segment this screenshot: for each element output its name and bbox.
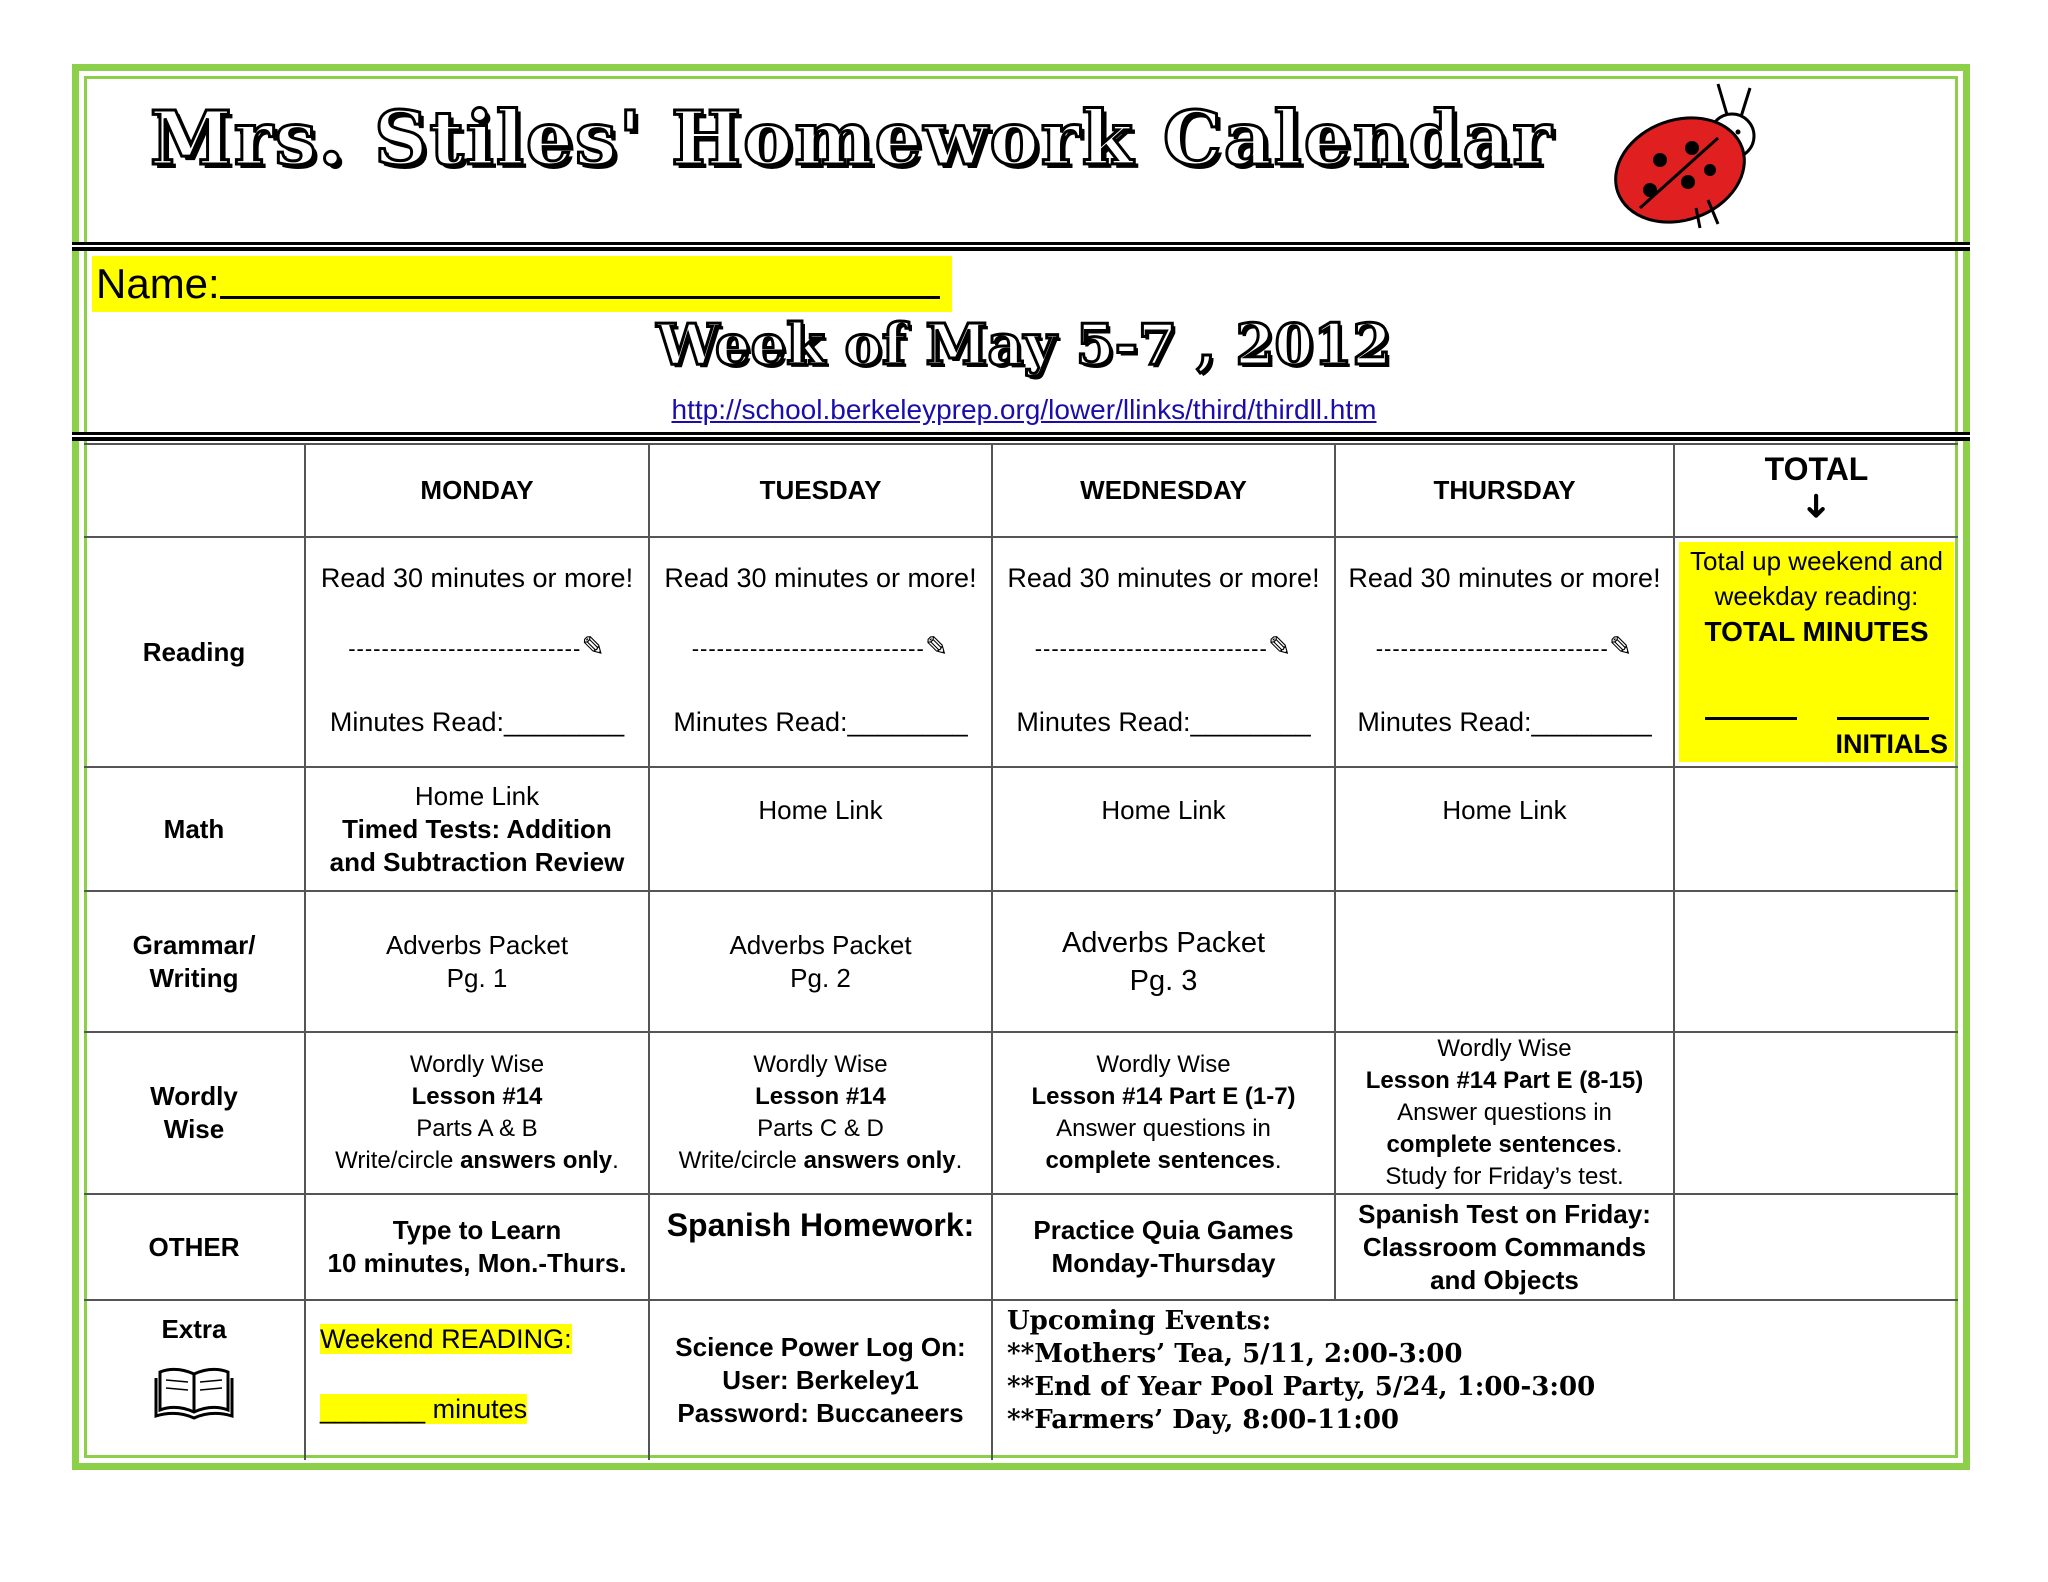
math-text: Timed Tests: Addition xyxy=(342,813,612,844)
grammar-text: Adverbs Packet xyxy=(729,929,912,960)
signature-line[interactable] xyxy=(650,630,991,665)
subject-extra xyxy=(84,1300,305,1460)
total-minutes-label: TOTAL MINUTES xyxy=(1704,616,1929,647)
wordly-text: Parts A & B xyxy=(416,1115,538,1142)
other-thursday xyxy=(1335,1194,1674,1300)
minutes-read-field[interactable]: Minutes Read:________ xyxy=(329,707,625,737)
total-header xyxy=(1674,444,1958,537)
subject-other: OTHER xyxy=(84,1194,305,1300)
subject-grammar xyxy=(84,891,305,1032)
arrow-down-icon: ➜ xyxy=(1797,491,1836,521)
extra-monday xyxy=(305,1300,649,1460)
wordly-total xyxy=(1674,1032,1958,1194)
events-title: Upcoming Events: xyxy=(1007,1306,1272,1336)
dash-line: ---------------------------- xyxy=(1375,636,1609,661)
wordly-text: Lesson #14 xyxy=(755,1083,886,1110)
math-text: and Subtraction Review xyxy=(329,846,625,877)
reading-prompt: Read 30 minutes or more! xyxy=(1348,563,1661,593)
math-wednesday: Home Link xyxy=(992,767,1335,891)
reading-total xyxy=(1674,537,1958,767)
reading-monday xyxy=(305,537,649,767)
total-box xyxy=(1679,542,1954,762)
ladybug-icon xyxy=(1600,78,1780,238)
wordly-text: Wordly Wise xyxy=(409,1051,545,1078)
other-row xyxy=(84,1194,1958,1300)
day-thursday: THURSDAY xyxy=(1335,444,1674,537)
reading-prompt: Read 30 minutes or more! xyxy=(320,563,634,593)
wordly-text: complete sentences. xyxy=(1045,1147,1282,1174)
science-login-text: User: Berkeley1 xyxy=(722,1365,919,1395)
header-divider xyxy=(72,242,1970,251)
other-text: Practice Quia Games xyxy=(1033,1215,1294,1245)
pencil-icon: ✎ xyxy=(1608,631,1634,662)
grammar-total xyxy=(1674,891,1958,1032)
math-text: Home Link xyxy=(414,780,540,811)
page-title: Mrs. Stiles' Homework Calendar xyxy=(150,96,1554,182)
total-instruction-2: weekday reading: xyxy=(1714,581,1919,611)
reading-prompt: Read 30 minutes or more! xyxy=(1007,563,1320,593)
math-total xyxy=(1674,767,1958,891)
other-tuesday: Spanish Homework: xyxy=(649,1194,992,1300)
wordly-row xyxy=(84,1032,1958,1194)
science-login-text: Science Power Log On: xyxy=(675,1332,966,1362)
event-item: **Mothers’ Tea, 5/11, 2:00-3:00 xyxy=(1007,1339,1463,1369)
signature-line[interactable] xyxy=(1336,630,1673,665)
signature-line[interactable] xyxy=(306,630,648,665)
math-tuesday: Home Link xyxy=(649,767,992,891)
reading-tuesday xyxy=(649,537,992,767)
math-thursday: Home Link xyxy=(1335,767,1674,891)
grammar-wednesday xyxy=(992,891,1335,1032)
other-text: Monday-Thursday xyxy=(1051,1248,1276,1278)
day-wednesday: WEDNESDAY xyxy=(992,444,1335,537)
dash-line: ---------------------------- xyxy=(691,636,925,661)
upcoming-events xyxy=(992,1300,1958,1460)
wordly-text: Lesson #14 xyxy=(411,1083,543,1110)
other-text: 10 minutes, Mon.-Thurs. xyxy=(327,1248,627,1278)
science-login-text: Password: Buccaneers xyxy=(677,1398,964,1428)
event-item: **End of Year Pool Party, 5/24, 1:00-3:00 xyxy=(1007,1372,1596,1402)
total-instruction-1: Total up weekend and xyxy=(1690,546,1943,576)
wordly-monday xyxy=(305,1032,649,1194)
subject-extra-label: Extra xyxy=(161,1314,227,1344)
grammar-text: Pg. 1 xyxy=(446,962,508,993)
event-item: **Farmers’ Day, 8:00-11:00 xyxy=(1007,1405,1400,1435)
pencil-icon: ✎ xyxy=(581,631,606,662)
table-divider xyxy=(72,432,1970,441)
wordly-text: Parts C & D xyxy=(757,1115,884,1142)
name-label: Name: xyxy=(96,260,220,307)
wordly-text: Lesson #14 Part E (8-15) xyxy=(1365,1067,1644,1094)
other-text: Classroom Commands xyxy=(1362,1231,1647,1262)
subject-grammar-line: Writing xyxy=(149,962,239,993)
wordly-wednesday xyxy=(992,1032,1335,1194)
grammar-text: Adverbs Packet xyxy=(1061,926,1266,959)
math-row xyxy=(84,767,1958,891)
subject-reading: Reading xyxy=(84,537,305,767)
wordly-text: complete sentences. xyxy=(1386,1131,1623,1158)
weekend-reading-label: Weekend READING: xyxy=(320,1324,572,1354)
initials-label: INITIALS xyxy=(1835,729,1948,759)
corner-cell xyxy=(84,444,305,537)
reading-wednesday xyxy=(992,537,1335,767)
subject-wordly-line: Wordly xyxy=(150,1081,238,1111)
grammar-tuesday xyxy=(649,891,992,1032)
subject-math: Math xyxy=(84,767,305,891)
grammar-thursday xyxy=(1335,891,1674,1032)
name-field[interactable] xyxy=(92,256,952,312)
other-total xyxy=(1674,1194,1958,1300)
subject-wordly-wise xyxy=(84,1032,305,1194)
header-row xyxy=(84,444,1958,537)
reading-row xyxy=(84,537,1958,767)
total-label: TOTAL xyxy=(1764,451,1869,487)
minutes-read-field[interactable]: Minutes Read:________ xyxy=(1016,707,1311,737)
grammar-monday xyxy=(305,891,649,1032)
day-tuesday: TUESDAY xyxy=(649,444,992,537)
reading-thursday xyxy=(1335,537,1674,767)
wordly-text: Wordly Wise xyxy=(1096,1051,1231,1078)
wordly-text: Wordly Wise xyxy=(1437,1035,1572,1062)
extra-row xyxy=(84,1300,1958,1460)
wordly-text: Write/circle answers only. xyxy=(678,1147,963,1174)
wordly-text: Answer questions in xyxy=(1397,1099,1612,1126)
other-text: and Objects xyxy=(1430,1264,1579,1295)
wordly-text: Study for Friday’s test. xyxy=(1385,1163,1624,1190)
subject-grammar-line: Grammar/ xyxy=(132,929,256,960)
day-monday: MONDAY xyxy=(305,444,649,537)
weekend-minutes-field[interactable]: _______ minutes xyxy=(320,1394,528,1424)
other-text: Spanish Test on Friday: xyxy=(1358,1198,1651,1229)
grammar-text: Adverbs Packet xyxy=(385,929,569,960)
pencil-icon: ✎ xyxy=(1267,631,1293,662)
minutes-read-field[interactable]: Minutes Read:________ xyxy=(673,707,968,737)
wordly-text: Wordly Wise xyxy=(753,1051,888,1078)
minutes-read-field[interactable]: Minutes Read:________ xyxy=(1357,707,1652,737)
grammar-row xyxy=(84,891,1958,1032)
other-wednesday xyxy=(992,1194,1335,1300)
other-text: Type to Learn xyxy=(392,1215,562,1245)
name-line[interactable] xyxy=(220,256,940,299)
wordly-tuesday xyxy=(649,1032,992,1194)
extra-tuesday xyxy=(649,1300,992,1460)
grammar-text: Pg. 2 xyxy=(790,962,851,993)
homework-table xyxy=(84,443,1958,1460)
wordly-text: Write/circle answers only. xyxy=(335,1147,619,1174)
grammar-text: Pg. 3 xyxy=(1129,964,1198,997)
subject-wordly-line: Wise xyxy=(163,1114,225,1144)
dash-line: ---------------------------- xyxy=(348,636,582,661)
wordly-text: Lesson #14 Part E (1-7) xyxy=(1031,1083,1296,1110)
pencil-icon: ✎ xyxy=(924,631,950,662)
week-heading: Week of May 5-7 , 2012 xyxy=(656,312,1392,378)
signature-line[interactable] xyxy=(993,630,1334,665)
other-monday xyxy=(305,1194,649,1300)
class-link[interactable]: http://school.berkeleyprep.org/lower/llinks/third/thirdll.htm xyxy=(671,394,1377,425)
book-icon xyxy=(154,1364,234,1420)
dash-line: ---------------------------- xyxy=(1034,636,1268,661)
wordly-thursday xyxy=(1335,1032,1674,1194)
total-blanks[interactable] xyxy=(1679,694,1954,729)
math-monday xyxy=(305,767,649,891)
reading-prompt: Read 30 minutes or more! xyxy=(664,563,977,593)
wordly-text: Answer questions in xyxy=(1056,1115,1271,1142)
